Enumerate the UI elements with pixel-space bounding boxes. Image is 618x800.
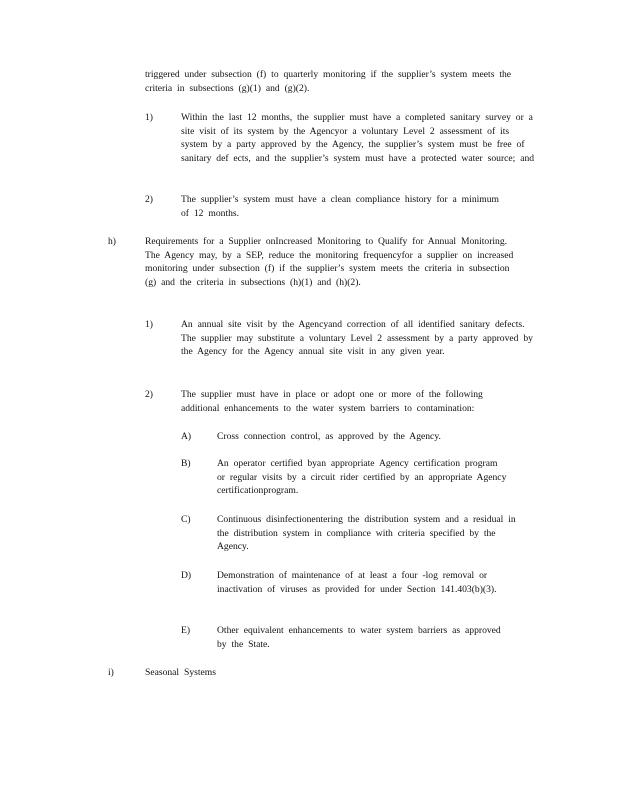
section-i-heading: Seasonal Systems: [145, 667, 216, 678]
section-h-label: h): [108, 236, 116, 247]
subitem-b-label: B): [181, 458, 191, 469]
subitem-e-label: E): [181, 625, 191, 636]
h-item-1-text: An annual site visit by the Agencyand correction of all identified sanitary defects. The supplier may substitute a voluntary Level 2 assessment by a party approved by the Agency for the Agency annual site visit in any given year.: [181, 319, 533, 358]
subitem-e-text: Other equivalent enhancements to water system barriers as approved by the State.: [217, 625, 501, 650]
g-item-2-label: 2): [145, 194, 153, 205]
h-item-1-label: 1): [145, 319, 153, 330]
section-i-label: i): [108, 667, 114, 678]
section-h-text: Requirements for a Supplier onIncreased Monitoring to Qualify for Annual Monitoring. The Agency may, by a SEP, reduce the monitoring frequencyfor a supplier on increased monitoring under subsection (f) if the supplier’s system meets the criteria in subsection (g) and the criteria in subsections (h)(1) and (h)(2).: [145, 236, 514, 288]
g-item-1-text: Within the last 12 months, the supplier must have a completed sanitary survey or a site visit of its system by the Agencyor a voluntary Level 2 assessment of its system by a party approved by the Agency, the supplier’s system must be free of sanitary def ects, and the supplier’s system must have a protected water source; and: [181, 112, 535, 164]
g-item-1-label: 1): [145, 112, 153, 123]
subitem-a-label: A): [181, 431, 192, 442]
h-item-2-text: The supplier must have in place or adopt one or more of the following additional enhancements to the water system barriers to contamination:: [181, 389, 483, 414]
subitem-d-text: Demonstration of maintenance of at least a four -log removal or inactivation of viruses as provided for under Section 141.403(b)(3).: [217, 570, 497, 595]
subitem-a-text: Cross connection control, as approved by the Agency.: [217, 431, 441, 442]
subitem-d-label: D): [181, 570, 192, 581]
intro-paragraph: triggered under subsection (f) to quarterly monitoring if the supplier’s system meets the criteria in subsections (g)(1) and (g)(2).: [145, 69, 512, 94]
subitem-c-label: C): [181, 514, 191, 525]
subitem-b-text: An operator certified byan appropriate Agency certification program or regular visits by a circuit rider certified by an appropriate Agency certificationprogram.: [217, 458, 507, 497]
subitem-c-text: Continuous disinfectionentering the distribution system and a residual in the distribution system in compliance with criteria specified by the Agency.: [217, 514, 516, 553]
g-item-2-text: The supplier’s system must have a clean compliance history for a minimum of 12 months.: [181, 194, 499, 219]
h-item-2-label: 2): [145, 389, 153, 400]
